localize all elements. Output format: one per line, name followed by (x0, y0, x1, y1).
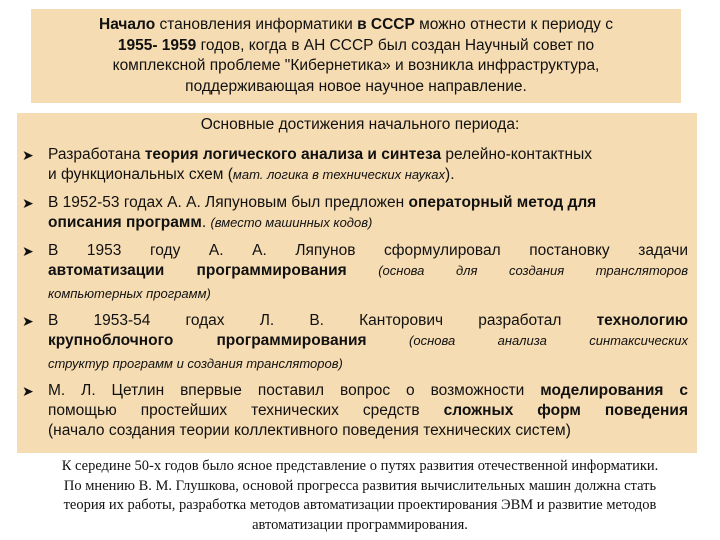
achievements-heading: Основные достижения начального периода: (200, 116, 520, 133)
list-item-continuation: структур программ и создания трансляторов) (48, 356, 343, 371)
arrow-bullet-icon: ➤ (22, 243, 34, 259)
footer-note: К середине 50-х годов было ясное представление о путях развития отечественной информатики. По мнению В. М. Глушкова, основой прогресса развития вычислительных машин должна стать теория их работы, разработка методов автоматизации проектирования ЭВМ и развитие методов автоматизации программирования. (61, 458, 659, 533)
intro-line-3: комплексной проблеме "Кибернетика» и возникла инфраструктура, (112, 57, 600, 74)
arrow-bullet-icon: ➤ (22, 195, 34, 211)
intro-line-1: Начало становления информатики в СССР можно отнести к периоду с (99, 16, 613, 33)
arrow-bullet-icon: ➤ (22, 147, 34, 163)
intro-box (31, 9, 681, 103)
list-item-continuation: компьютерных программ) (48, 286, 211, 301)
intro-line-2: 1955- 1959 годов, когда в АН СССР был создан Научный совет по (117, 36, 595, 54)
arrow-bullet-icon: ➤ (22, 383, 34, 399)
intro-line-4: поддерживающая новое научное направление. (185, 77, 527, 95)
arrow-bullet-icon: ➤ (22, 313, 34, 329)
